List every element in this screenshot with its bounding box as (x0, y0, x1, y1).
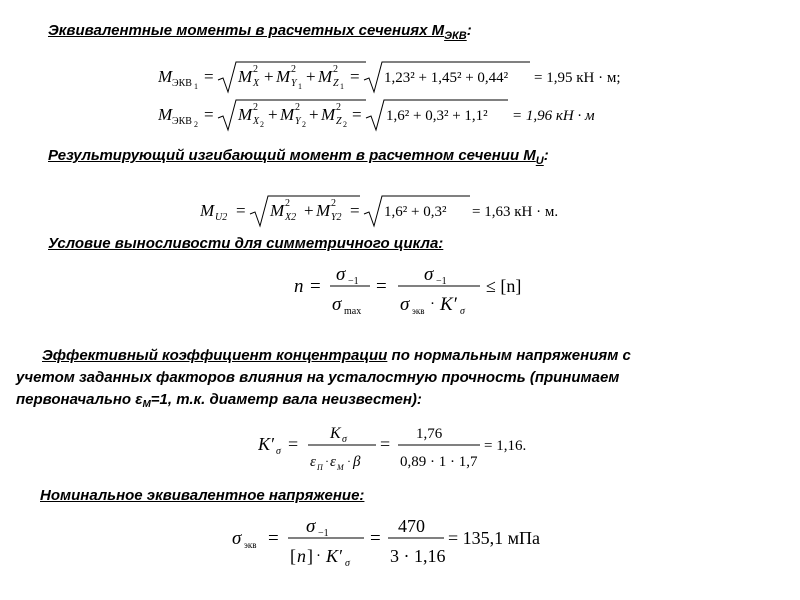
heading-text: Результирующий изгибающий момент в расчетном сечении М (48, 147, 536, 164)
para-line3-a: первоначально ε (16, 391, 143, 408)
svg-text:+: + (264, 67, 274, 86)
m-ekv2-symbol: M (158, 105, 173, 124)
m-ekv2-values: 1,6² + 0,3² + 1,1² (386, 108, 488, 124)
svg-text:X: X (253, 78, 260, 89)
svg-text:2: 2 (336, 102, 341, 113)
svg-text:Y2: Y2 (331, 212, 342, 223)
svg-text:σ: σ (306, 516, 316, 537)
nominal-stress-denominator: 3 · 1,16 (390, 546, 446, 566)
svg-text:=: = (268, 528, 279, 549)
svg-text:+: + (306, 67, 316, 86)
svg-text:σ: σ (400, 294, 410, 315)
paragraph-effective-coefficient (16, 345, 631, 416)
svg-text:2: 2 (253, 64, 258, 75)
m-ekv2-result: = 1,96 кН · м (512, 108, 595, 124)
svg-text:σ: σ (336, 264, 346, 285)
m-u2-sub: U2 (215, 212, 228, 223)
svg-text:Z: Z (336, 116, 342, 127)
svg-text:−1: −1 (348, 276, 359, 287)
svg-text:−1: −1 (318, 528, 329, 539)
heading-resulting-moment (48, 147, 549, 167)
svg-text:M: M (238, 105, 253, 124)
nominal-stress-numerator: 470 (398, 516, 425, 536)
svg-text:2: 2 (333, 64, 338, 75)
svg-text:2: 2 (291, 64, 296, 75)
svg-text:1: 1 (298, 82, 302, 91)
svg-text:σ: σ (345, 558, 350, 569)
svg-text:=: = (350, 67, 360, 86)
svg-text:max: max (344, 306, 362, 317)
svg-text:−1: −1 (436, 276, 447, 287)
svg-text:M: M (276, 67, 291, 86)
n-symbol: n (294, 276, 304, 297)
formula-m-ekv-1 (158, 58, 638, 98)
svg-text:M: M (316, 201, 331, 220)
m-ekv2-sub: ЭКВ (172, 116, 192, 127)
svg-text:2: 2 (302, 120, 306, 129)
svg-text:K: K (330, 425, 341, 442)
m-ekv1-symbol: M (158, 67, 173, 86)
heading-colon: : (466, 22, 472, 39)
svg-text:·: · (316, 548, 321, 564)
svg-text:M: M (238, 67, 253, 86)
svg-text:ε: ε (330, 454, 336, 470)
svg-text:=: = (310, 276, 321, 297)
svg-text:n: n (297, 546, 306, 566)
svg-text:σ: σ (342, 434, 347, 445)
heading-equivalent-moments (48, 22, 472, 42)
heading-text: Эквивалентные моменты в расчетных сечениях М (48, 22, 445, 39)
svg-text:β: β (353, 454, 361, 470)
k-sigma-result: = 1,16. (484, 438, 527, 454)
m-u2-result: = 1,63 кН · м. (472, 204, 559, 220)
svg-text:=: = (288, 434, 299, 454)
formula-endurance-condition (290, 258, 550, 322)
k-sigma-numerator: 1,76 (416, 426, 443, 442)
svg-text:2: 2 (253, 102, 258, 113)
para-line2: учетом заданных факторов влияния на усталостную прочность (принимаем (16, 369, 620, 386)
svg-text:экв: экв (244, 540, 257, 550)
svg-text:M: M (321, 105, 336, 124)
svg-text:2: 2 (343, 120, 347, 129)
svg-text:1: 1 (340, 82, 344, 91)
formula-nominal-stress (232, 510, 572, 570)
heading-text: Условие выносливости для симметричного цикла: (48, 235, 444, 252)
svg-text:X2: X2 (285, 212, 297, 223)
svg-text:2: 2 (285, 198, 290, 209)
para-line1-rest: по нормальным напряжениям с (387, 347, 631, 364)
nominal-stress-result: = 135,1 мПа (448, 528, 541, 548)
m-u2-symbol: M (200, 201, 215, 220)
svg-text:σ: σ (460, 306, 465, 317)
svg-text:П: П (317, 463, 323, 472)
svg-text:+: + (309, 105, 319, 124)
endurance-condition-bound: ≤ [n] (486, 276, 522, 296)
svg-text:M: M (270, 201, 285, 220)
svg-text:2: 2 (260, 120, 264, 129)
formula-k-sigma (258, 420, 538, 476)
svg-text:=: = (352, 105, 362, 124)
svg-text:=: = (350, 201, 360, 220)
svg-text:·: · (430, 296, 435, 312)
svg-text:σ: σ (424, 264, 434, 285)
svg-text:М: М (337, 463, 344, 472)
svg-text:Z: Z (333, 78, 339, 89)
svg-text:+: + (304, 201, 314, 220)
svg-text:K′: K′ (326, 546, 342, 566)
svg-text:=: = (204, 67, 214, 86)
svg-text:Y: Y (295, 116, 301, 127)
heading-endurance-condition (48, 235, 443, 252)
svg-text:M: M (280, 105, 295, 124)
svg-text:σ: σ (332, 294, 342, 315)
heading-subscript: ЭКВ (444, 30, 467, 42)
svg-text:·: · (325, 454, 329, 468)
svg-text:2: 2 (194, 120, 198, 129)
heading-nominal-stress (40, 487, 364, 504)
svg-text:·: · (347, 454, 351, 468)
m-u2-values: 1,6² + 0,3² (384, 204, 447, 220)
m-ekv1-values: 1,23² + 1,45² + 0,44² (384, 70, 509, 86)
svg-text:X: X (253, 116, 260, 127)
m-ekv1-result: = 1,95 кН · м; (534, 70, 621, 86)
svg-text:2: 2 (331, 198, 336, 209)
svg-text:1: 1 (194, 82, 198, 91)
svg-text:=: = (370, 528, 381, 549)
svg-text:K′: K′ (440, 294, 457, 315)
svg-text:=: = (376, 276, 387, 297)
svg-text:экв: экв (412, 306, 425, 316)
svg-text:=: = (380, 434, 391, 454)
formula-m-u2 (200, 192, 580, 232)
svg-text:ε: ε (310, 454, 316, 470)
svg-text:=: = (204, 105, 214, 124)
svg-text:M: M (318, 67, 333, 86)
para-line3-b: =1, т.к. диаметр вала неизвестен): (150, 391, 422, 408)
para-line3-sub: М (142, 399, 151, 410)
heading-subscript: U (535, 155, 544, 167)
heading-text: Номинальное эквивалентное напряжение: (40, 487, 365, 504)
svg-text:=: = (236, 201, 246, 220)
svg-text:K′: K′ (258, 434, 274, 454)
svg-text:+: + (268, 105, 278, 124)
k-sigma-denominator: 0,89 · 1 · 1,7 (400, 454, 478, 470)
para-line1-underlined: Эффективный коэффициент концентрации (42, 347, 388, 364)
svg-text:[: [ (290, 546, 296, 566)
svg-text:2: 2 (295, 102, 300, 113)
heading-colon: : (543, 147, 549, 164)
svg-text:Y: Y (291, 78, 297, 89)
svg-text:]: ] (307, 546, 313, 566)
m-ekv1-sub: ЭКВ (172, 78, 192, 89)
formula-m-ekv-2 (158, 96, 638, 136)
svg-text:σ: σ (232, 528, 242, 549)
svg-text:σ: σ (276, 446, 281, 457)
